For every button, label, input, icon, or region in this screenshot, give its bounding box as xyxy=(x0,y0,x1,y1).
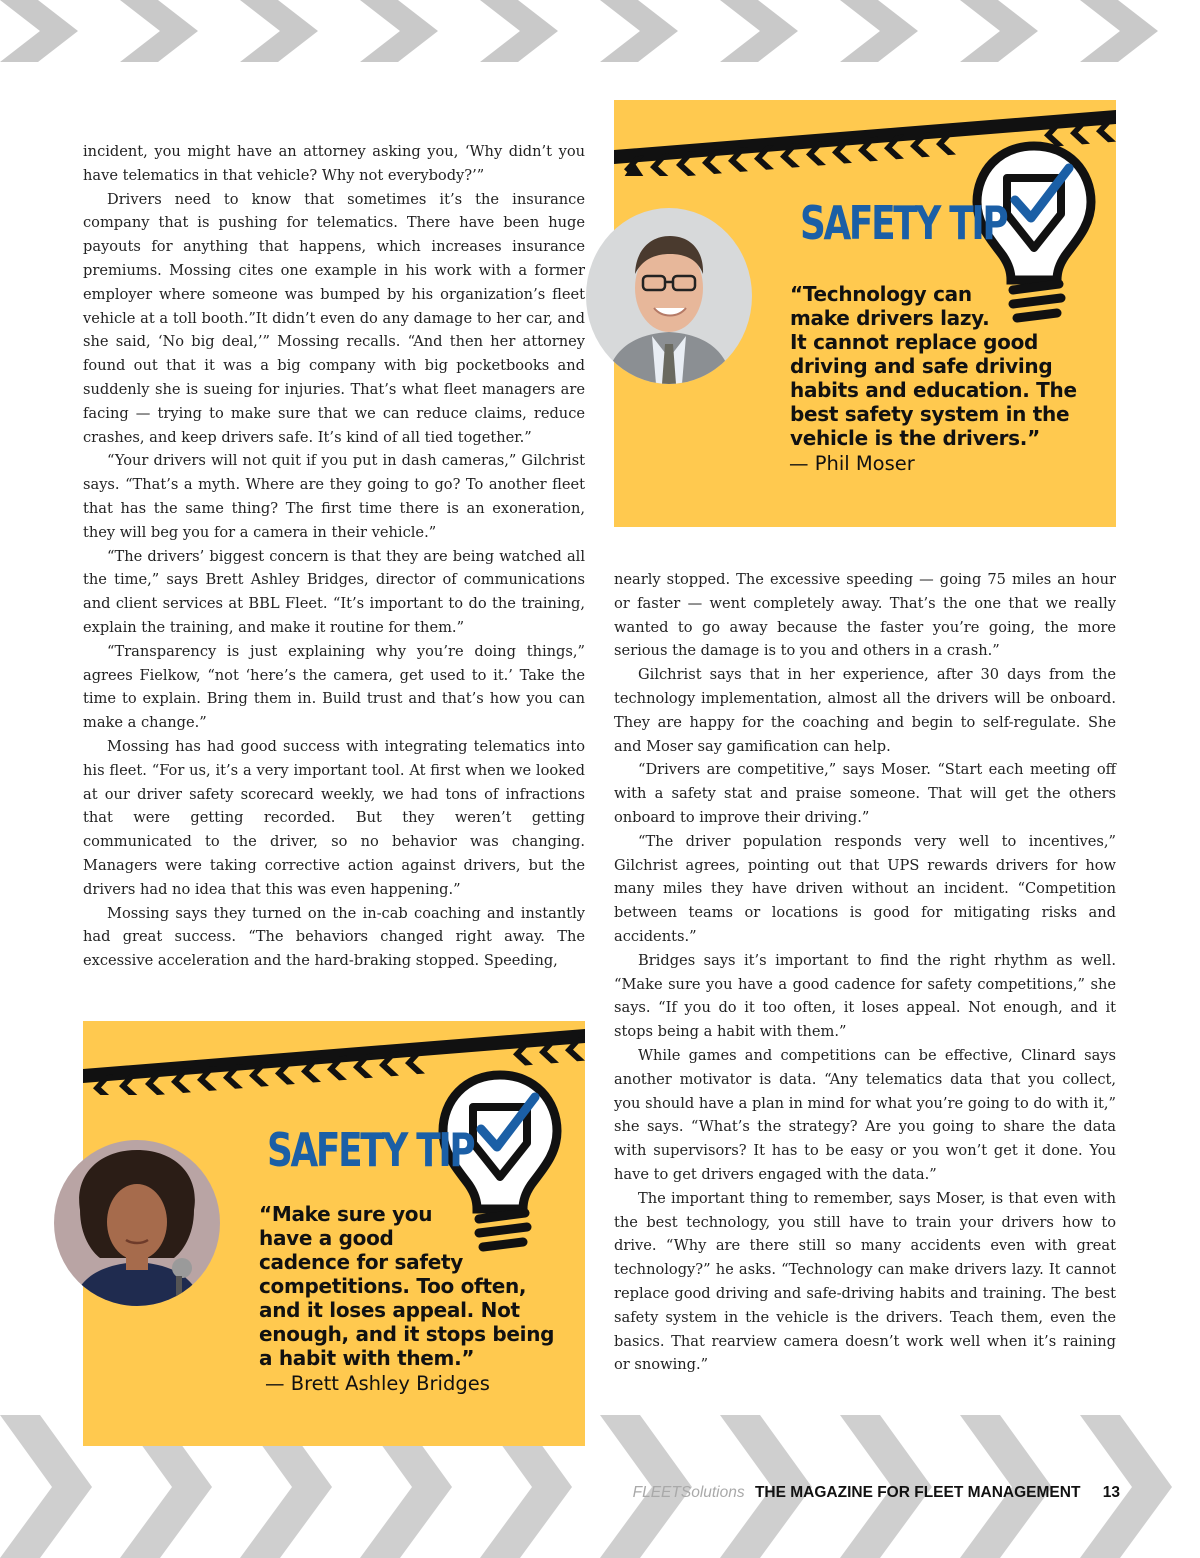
magazine-brand: FLEETSolutions xyxy=(632,1484,745,1501)
top-chevron-band xyxy=(0,0,1200,62)
article-column-left xyxy=(83,140,585,973)
tip-title: SAFETY TIP xyxy=(800,196,1007,250)
paragraph: “Drivers are competitive,” says Moser. “Start each meeting off with a safety stat and praise someone. That will get the others onboard to improve their driving.” xyxy=(614,761,1116,826)
page-footer xyxy=(633,1484,1120,1502)
quote-line: cadence for safety xyxy=(259,1250,463,1274)
paragraph: Mossing has had good success with integrating telematics into his fleet. “For us, it’s a very important tool. At first when we looked at our driver safety scorecard weekly, we had tons of infractions that were getting recorded. But they weren’t getting communicated to the driver, so no behavior was changing. Managers were taking corrective action against drivers, but the drivers had no idea that this was even happening.” xyxy=(83,737,585,898)
paragraph: While games and competitions can be effective, Clinard says another motivator is data. “Any telematics data that you collect, you should have a plan in mind for what you’re going to do with it,” she says. “What’s the strategy? Are you going to share the data with supervisors? It has to be easy or you won’t get it done. You have to get drivers engaged with the data.” xyxy=(614,1046,1116,1183)
tip-attribution: — Phil Moser xyxy=(789,452,915,475)
quote-line: best safety system in the xyxy=(790,402,1070,426)
magazine-tagline: THE MAGAZINE FOR FLEET MANAGEMENT xyxy=(754,1484,1081,1501)
paragraph: Bridges says it’s important to find the right rhythm as well. “Make sure you have a good cadence for safety competitions,” she says. “If you do it too often, it loses appeal. Not enough, and it stops being a habit with them.” xyxy=(614,951,1116,1041)
quote-line: and it loses appeal. Not xyxy=(259,1298,520,1322)
quote-line: enough, and it stops being xyxy=(259,1322,555,1346)
portrait-phil-moser xyxy=(586,208,752,384)
paragraph: Gilchrist says that in her experience, after 30 days from the technology implementation, almost all the drivers will be onboard. They are happy for the coaching and begin to self-regulate. She and Moser say gamification can help. xyxy=(614,666,1116,755)
portrait-brett-ashley-bridges xyxy=(54,1140,220,1306)
tip-quote xyxy=(790,282,1077,450)
tip-attribution: — Brett Ashley Bridges xyxy=(265,1372,490,1395)
paragraph: “Your drivers will not quit if you put in dash cameras,” Gilchrist says. “That’s a myth. Where are they going to go? To another fleet that has the same thing? The first time there is an exoneration, they will beg you for a camera in their vehicle.” xyxy=(83,452,585,541)
quote-line: driving and safe driving xyxy=(790,354,1053,378)
quote-line: habits and education. The xyxy=(790,378,1077,402)
quote-line: It cannot replace good xyxy=(790,330,1039,354)
quote-line: have a good xyxy=(259,1226,394,1250)
article-column-right xyxy=(614,568,1116,1377)
paragraph: Mossing says they turned on the in-cab coaching and instantly had great success. “The behaviors changed right away. The excessive acceleration and the hard-braking stopped. Speeding, xyxy=(83,904,585,970)
quote-line: make drivers lazy. xyxy=(790,306,990,330)
quote-line: a habit with them.” xyxy=(259,1346,475,1370)
paragraph: The important thing to remember, says Moser, is that even with the best technology, you still have to train your drivers how to drive. “Why are there still so many accidents even with great technology?” he asks. “Technology can make drivers lazy. It cannot replace good driving and safe-driving habits and training. The best safety system in the vehicle is the drivers. Teach them, even the basics. That rearview camera doesn’t work well when it’s raining or snowing.” xyxy=(614,1189,1116,1374)
paragraph: nearly stopped. The excessive speeding — going 75 miles an hour or faster — went completely away. That’s the one that we really wanted to go away because the faster you’re going, the more serious the damage is to you and others in a crash.” xyxy=(614,571,1116,660)
paragraph: incident, you might have an attorney asking you, ‘Why didn’t you have telematics in that vehicle? Why not everybody?’” xyxy=(83,143,585,184)
tip-quote xyxy=(259,1202,554,1370)
paragraph: “The driver population responds very well to incentives,” Gilchrist agrees, pointing out that UPS rewards drivers for how many miles they have driven without an incident. “Competition between teams or locations is good for mitigating risks and accidents.” xyxy=(614,832,1116,945)
quote-line: “Make sure you xyxy=(259,1202,433,1226)
quote-line: competitions. Too often, xyxy=(259,1274,527,1298)
tip-title: SAFETY TIP xyxy=(267,1123,474,1177)
paragraph: Drivers need to know that sometimes it’s the insurance company that is pushing for telematics. There have been huge payouts for anything that happens, which increases insurance premiums. Mossing cites one example in his work with a former employer where someone was bumped by his organization’s fleet vehicle at a toll booth.”It didn’t even do any damage to her car, and she said, ‘No big deal,’” Mossing recalls. “And then her attorney found out that it was a big company with big pocketbooks and suddenly she is sueing for injuries. That’s what fleet managers are facing — trying to make sure that we can reduce claims, reduce crashes, and keep drivers safe. It’s kind of all tied together.” xyxy=(83,190,585,446)
paragraph: “Transparency is just explaining why you’re doing things,” agrees Fielkow, “not ‘here’s the camera, get used to it.’ Take the time to explain. Bring them in. Build trust and that’s how you can make a change.” xyxy=(83,642,585,732)
page-number: 13 xyxy=(1102,1484,1120,1501)
quote-line: “Technology can xyxy=(790,282,972,306)
quote-line: vehicle is the drivers.” xyxy=(790,426,1040,450)
paragraph: “The drivers’ biggest concern is that they are being watched all the time,” says Brett Ashley Bridges, director of communications and client services at BBL Fleet. “It’s important to do the training, explain the training, and make it routine for them.” xyxy=(83,547,585,636)
